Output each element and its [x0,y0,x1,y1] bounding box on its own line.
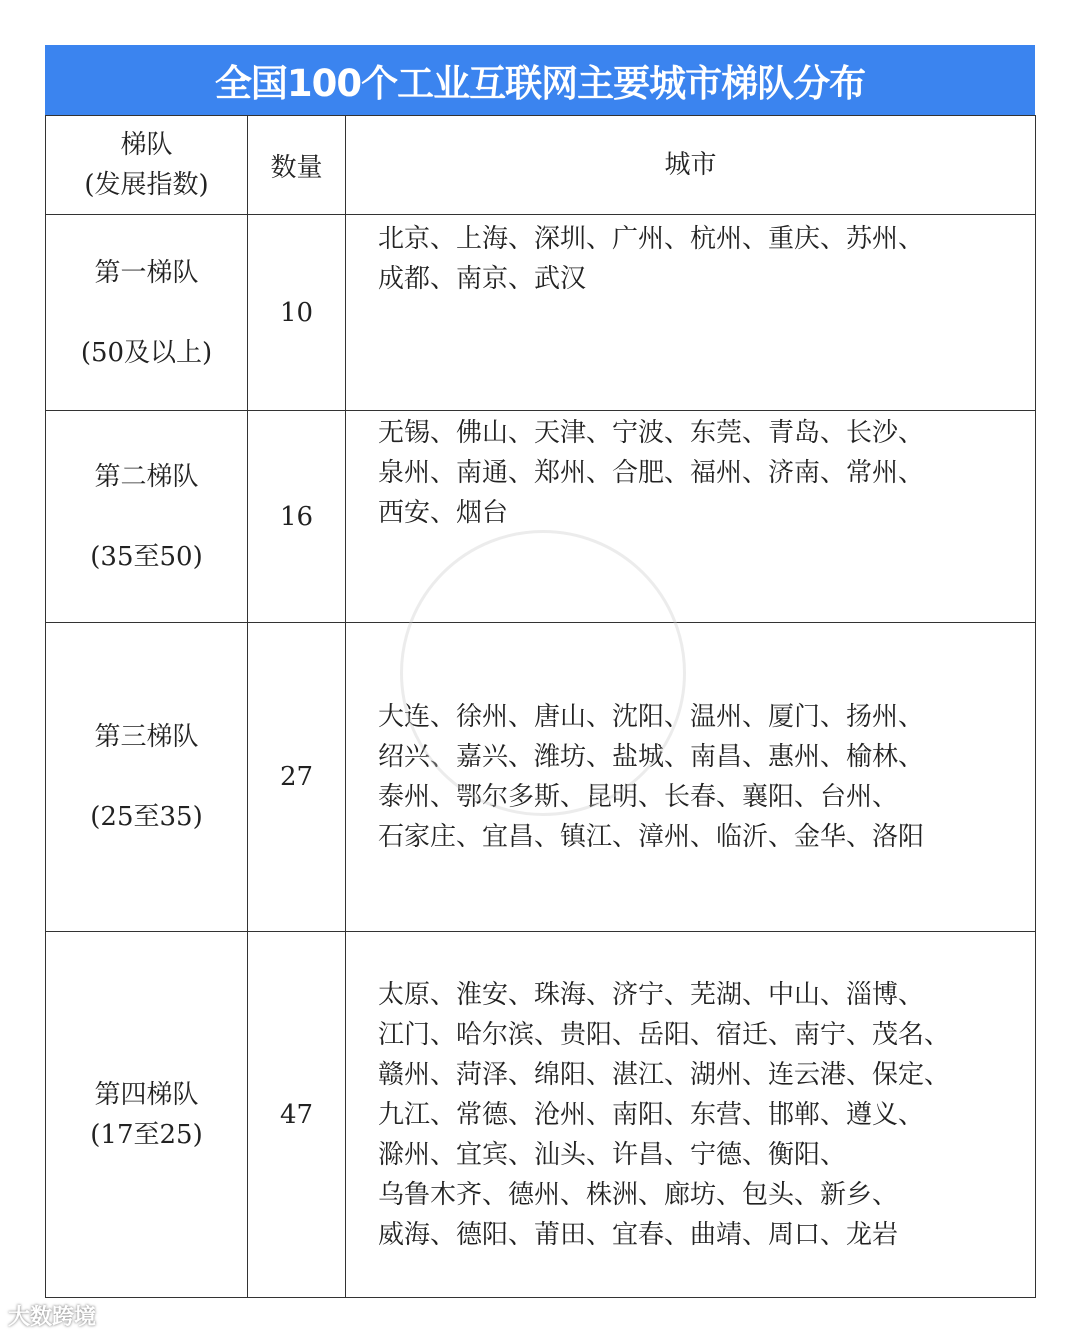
city-line: 无锡、佛山、天津、宁波、东莞、青岛、长沙、 [378,418,925,448]
count-cell: 10 [248,215,346,411]
table-header-row [46,116,1036,215]
tier-name: 第一梯队 [94,257,199,288]
watermark-seal [400,530,686,816]
tier-name: 第二梯队 [94,461,199,492]
city-line: 太原、淮安、珠海、济宁、芜湖、中山、淄博、 [378,979,925,1010]
header-tier-sub: (发展指数) [84,170,209,200]
tier-range: (35至50) [90,541,203,572]
count-cell: 47 [248,932,346,1298]
header-cities: 城市 [346,116,1036,215]
table-row [46,932,1036,1298]
count-cell: 16 [248,411,346,623]
header-tier-label: 梯队 [120,130,173,160]
city-line: 九江、常德、沧州、南阳、东营、邯郸、遵义、 [378,1099,925,1130]
table-row [46,215,1036,411]
header-count: 数量 [248,116,346,215]
city-line: 赣州、菏泽、绵阳、湛江、湖州、连云港、保定、 [378,1059,951,1090]
city-line: 泰州、鄂尔多斯、昆明、长春、襄阳、台州、 [378,782,899,812]
city-line: 石家庄、宜昌、镇江、漳州、临沂、金华、洛阳 [378,822,925,852]
tier-range: (50及以上) [80,337,213,368]
count-cell: 27 [248,623,346,932]
tier-cell [46,411,248,623]
tier-range: (17至25) [90,1119,203,1150]
cities-cell [346,932,1036,1298]
tier-cell [46,932,248,1298]
header-tier [46,116,248,215]
city-line: 泉州、南通、郑州、合肥、福州、济南、常州、 [378,458,925,488]
city-line: 北京、上海、深圳、广州、杭州、重庆、苏州、 [378,224,925,254]
cities-cell [346,215,1036,411]
source-logo: 大数跨境 [8,1305,97,1330]
city-line: 江门、哈尔滨、贵阳、岳阳、宿迁、南宁、茂名、 [378,1019,951,1050]
city-line: 绍兴、嘉兴、潍坊、盐城、南昌、惠州、榆林、 [378,742,925,772]
tier-name: 第三梯队 [94,722,199,752]
city-line: 威海、德阳、莆田、宜春、曲靖、周口、龙岩 [378,1219,899,1250]
tier-cell [46,623,248,932]
tier-name: 第四梯队 [94,1079,199,1110]
city-line: 大连、徐州、唐山、沈阳、温州、厦门、扬州、 [378,702,925,732]
table-title: 全国100个工业互联网主要城市梯队分布 [45,45,1035,115]
tier-range: (25至35) [90,802,203,832]
city-line: 乌鲁木齐、德州、株洲、廊坊、包头、新乡、 [378,1179,899,1210]
tier-cell [46,215,248,411]
city-line: 成都、南京、武汉 [378,264,587,294]
city-line: 西安、烟台 [378,498,509,528]
city-line: 滁州、宜宾、汕头、许昌、宁德、衡阳、 [378,1139,847,1170]
